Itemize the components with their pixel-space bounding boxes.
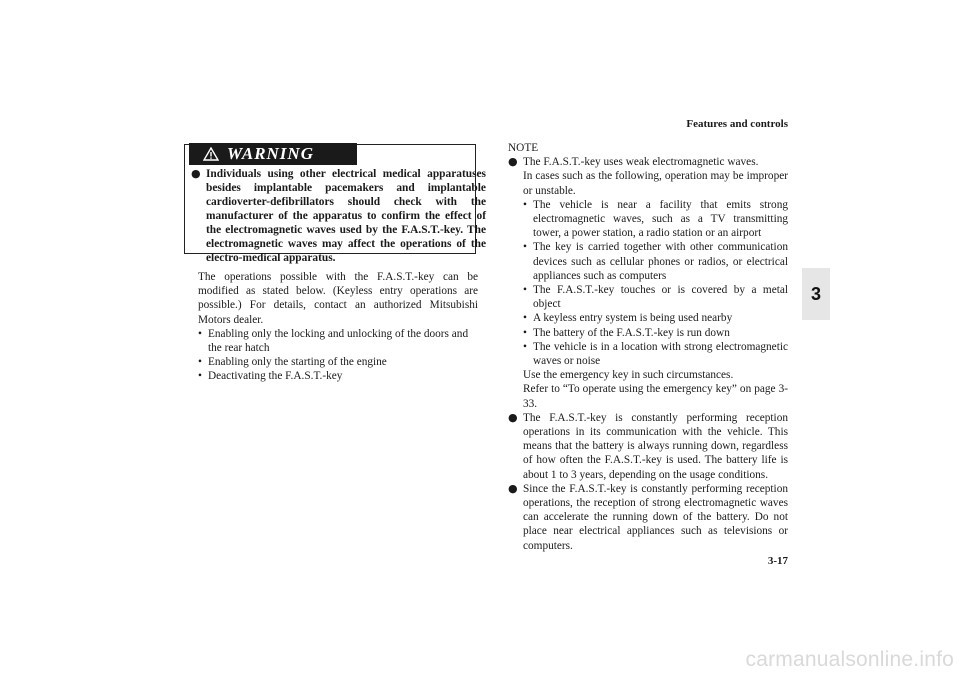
bullet-icon: ● (508, 410, 518, 424)
warning-item (191, 167, 486, 265)
note-subitem (523, 326, 788, 340)
note-subitem-text: The key is carried together with other communication devices such as cellular phones or radios, or electrical appliances such as computers (533, 241, 788, 282)
bullet-dot: • (523, 284, 527, 297)
bullet-icon: ● (508, 155, 518, 169)
note-subitem-text: The F.A.S.T.-key touches or is covered by a metal object (533, 284, 788, 311)
note-subitem-text: The vehicle is in a location with strong electromagnetic waves or noise (533, 340, 788, 368)
intro-paragraph: The operations possible with the F.A.S.T.-key can be modified as stated below. (Keyless entry operations are possible.) For details, contact an authorized Mitsubishi Motors dealer. (198, 271, 478, 326)
note-text: The F.A.S.T.-key is constantly performing reception operations in its communication with the vehicle. This means that the battery is always running down, regardless of how often the F.A.S.T.-key is used. The battery life is about 1 to 3 years, depending on the usage conditions. (523, 411, 788, 481)
note-item (508, 155, 788, 411)
bullet-dot: • (523, 312, 527, 325)
chapter-number: 3 (810, 283, 821, 304)
note-subitem-text: The vehicle is near a facility that emits strong electromagnetic waves, such as a TV transmitting tower, a power station, a radio station or an airport (533, 198, 788, 240)
warning-item-text: Individuals using other electrical medical apparatuses besides implantable pacemakers and implantable cardioverter-defibrillators should check with the manufacturer of the apparatus to confirm the effect of the electromagnetic waves used by the F.A.S.T.-key. The electromagnetic waves may affect the operations of the electro-medical apparatus. (206, 168, 486, 264)
list-item (198, 369, 478, 383)
list-item-text: Enabling only the locking and unlocking of the doors and the rear hatch (208, 327, 469, 355)
bullet-dot: • (198, 327, 202, 340)
bullet-dot: • (523, 340, 527, 353)
bullet-dot: • (198, 356, 202, 369)
note-item (508, 411, 788, 482)
warning-box (184, 144, 486, 264)
bullet-dot: • (198, 370, 202, 383)
bullet-dot: • (523, 326, 527, 339)
note-subitem (523, 198, 788, 241)
bullet-dot: • (523, 198, 527, 211)
note-text: In cases such as the following, operation may be improper or unstable. (523, 170, 788, 197)
list-item-text: Deactivating the F.A.S.T.-key (208, 370, 343, 383)
note-subitem-text: The battery of the F.A.S.T.-key is run down (533, 326, 730, 339)
list-item (198, 327, 478, 355)
note-text: Since the F.A.S.T.-key is constantly performing reception operations, the reception of strong electromagnetic waves can accelerate the running down of the battery. Do not place near electrical appliances such as televisions or computers. (523, 482, 788, 552)
warning-triangle-icon (203, 147, 219, 161)
page-header-title: Features and controls (686, 118, 788, 130)
note-text: The F.A.S.T.-key uses weak electromagnetic waves. (523, 156, 759, 169)
note-subitem (523, 240, 788, 283)
left-column (198, 270, 478, 384)
note-subitem-text: A keyless entry system is being used nearby (533, 312, 733, 325)
watermark: carmanualsonline.info (745, 648, 954, 671)
note-subitem (523, 311, 788, 325)
list-item (198, 355, 478, 369)
note-section (508, 141, 788, 553)
warning-title: WARNING (227, 144, 314, 163)
note-cross-reference: Refer to “To operate using the emergency key” on page 3-33. (523, 383, 788, 410)
bullet-icon: ● (191, 167, 201, 180)
chapter-tab (802, 268, 830, 320)
note-label: NOTE (508, 142, 539, 154)
note-subitem (523, 283, 788, 311)
warning-header (189, 143, 357, 165)
list-item-text: Enabling only the starting of the engine (208, 356, 387, 369)
bullet-dot: • (523, 241, 527, 254)
note-text: Use the emergency key in such circumstances. (523, 369, 734, 382)
page-number: 3-17 (767, 555, 788, 567)
note-subitem (523, 340, 788, 368)
bullet-icon: ● (508, 481, 518, 495)
note-item (508, 482, 788, 553)
